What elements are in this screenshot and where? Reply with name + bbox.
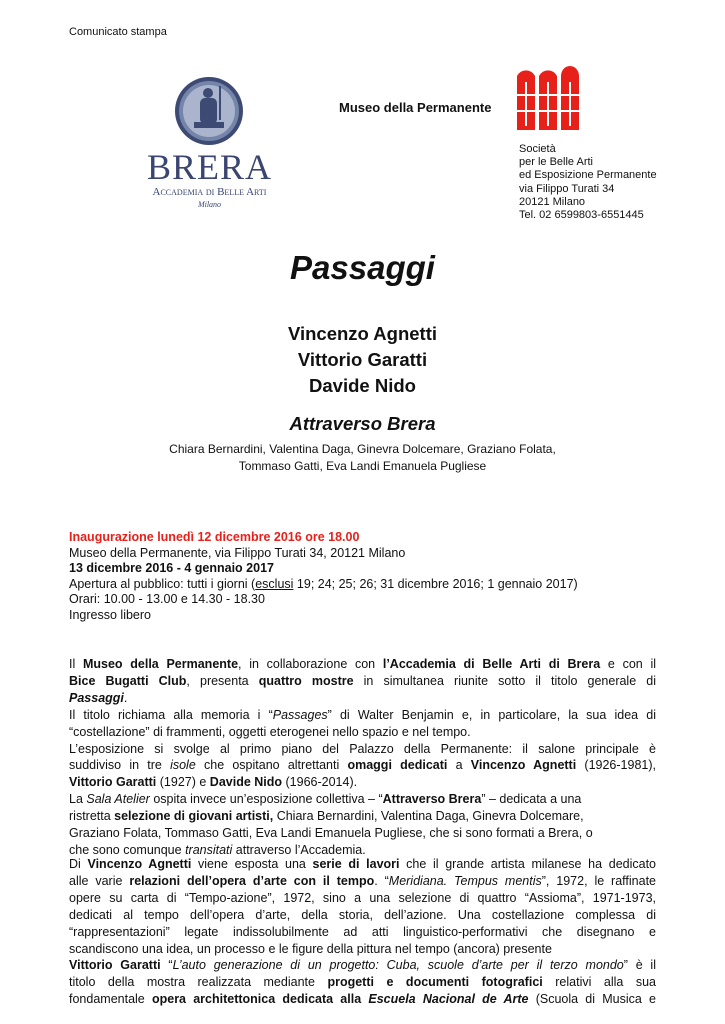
text-line: Di Vincenzo Agnetti viene esposta una serie di lavori che il grande artista milanese ha dedicato [69,857,656,871]
societa-line: 20121 Milano [519,195,586,208]
museo-permanente-logo [517,66,579,130]
young-artists-line: Chiara Bernardini, Valentina Daga, Ginevra Dolcemare, Graziano Folata, [169,442,556,456]
societa-line: via Filippo Turati 34 [519,182,615,195]
hours-line: Orari: 10.00 - 13.00 e 14.30 - 18.30 [69,592,265,606]
exhibition-subtitle: Attraverso Brera [289,413,436,434]
opening-text: 19; 24; 25; 26; 31 dicembre 2016; 1 gennaio 2017) [293,576,578,591]
inauguration-line: Inaugurazione lunedì 12 dicembre 2016 ore 18.00 [69,530,360,544]
societa-line: per le Belle Arti [519,156,593,169]
text-line: titolo della mostra realizzata mediante progetti e documenti fotografici relativi alla sua [69,975,656,990]
artist-name: Davide Nido [309,375,416,396]
entry-line: Ingresso libero [69,607,151,622]
brera-wordmark: BRERA [146,147,273,187]
artist-name: Vittorio Garatti [297,349,428,370]
text-line: “costellazione” di frammenti, oggetti eterogenei nello spazio e nel tempo. [69,724,471,739]
artists-list [0,321,725,399]
text-line: L’esposizione si svolge al primo piano del Palazzo della Permanente: il salone principale è [69,741,656,756]
societa-address-block [519,143,657,222]
text-line: “rappresentazioni” legate indissolubilmente ad atti linguistico-performativi che disegnano e [69,924,656,939]
opening-line [69,577,659,593]
paragraph-intro [69,656,656,859]
young-artists-line: Tommaso Gatti, Eva Landi Emanuela Pugliese [238,458,487,473]
text-line: Bice Bugatti Club, presenta quattro mostre in simultanea riunite sotto il titolo generale di [69,673,656,688]
opening-text: Apertura al pubblico: tutti i giorni ( [69,576,256,591]
text-line: alle varie relazioni dell’opera d’arte con il tempo. “Meridiana. Tempus mentis”, 1972, le raffinate [69,873,657,888]
brera-academy-text: Accademia di Belle Arti [152,186,267,198]
dates-line: 13 dicembre 2016 - 4 gennaio 2017 [69,561,274,575]
exhibition-info [69,530,659,623]
text-line: La Sala Atelier ospita invece un’esposizione collettiva – “Attraverso Brera” – dedicata a una [69,792,582,807]
opening-excluded: esclusi [255,576,294,591]
text-line: opere su carta di “Tempo-azione”, 1972, sino a una selezione di quattro “Assioma”, 1971-1973, [69,890,656,905]
societa-phone: Tel. 02 6599803-6551445 [519,209,644,222]
text-line: scandiscono una idea, un processo e le figure della pittura nel tempo (ancora) presente [69,941,552,956]
text-line: che sono comunque transitati attraverso l’Accademia. [69,842,366,857]
text-line: Passaggi. [69,690,128,705]
paragraph-agnetti-garatti [69,856,656,1008]
societa-line: Società [519,143,556,155]
text-line: ristretta selezione di giovani artisti, Chiara Bernardini, Valentina Daga, Ginevra Dolcemare, [69,809,584,824]
artist-name: Vincenzo Agnetti [287,323,438,344]
societa-line: ed Esposizione Permanente [519,169,657,182]
text-line: dedicati al tempo dell’opera d’arte, della storia, dell’azione. Una costellazione complessa di [69,907,656,922]
brera-academy-logo [142,72,277,220]
young-artists-list [0,441,725,474]
brera-city-text: Milano [197,200,222,209]
museo-name: Museo della Permanente [339,100,492,115]
text-line: suddiviso in tre isole che ospitano altrettanti omaggi dedicati a Vincenzo Agnetti (1926-1981), [69,758,656,773]
text-line: Vittorio Garatti “L’auto generazione di un progetto: Cuba, scuole d’arte per il terzo mondo” è il [69,958,656,973]
press-release-label: Comunicato stampa [69,26,167,38]
exhibition-title: Passaggi [290,249,435,286]
text-line: Il Museo della Permanente, in collaborazione con l’Accademia di Belle Arti di Brera e con il [69,657,657,671]
text-line: Graziano Folata, Tommaso Gatti, Eva Landi Emanuela Pugliese, che si sono formati a Brera, o [69,826,593,841]
text-line: Vittorio Garatti (1927) e Davide Nido (1966-2014). [69,775,358,790]
venue-line: Museo della Permanente, via Filippo Turati 34, 20121 Milano [69,545,406,560]
text-line: fondamentale opera architettonica dedicata alla Escuela Nacional de Arte (Scuola di Musica e [69,992,656,1007]
arches-logo-icon [517,66,579,130]
text-line: Il titolo richiama alla memoria i “Passages” di Walter Benjamin e, in particolare, la sua idea di [69,707,656,722]
